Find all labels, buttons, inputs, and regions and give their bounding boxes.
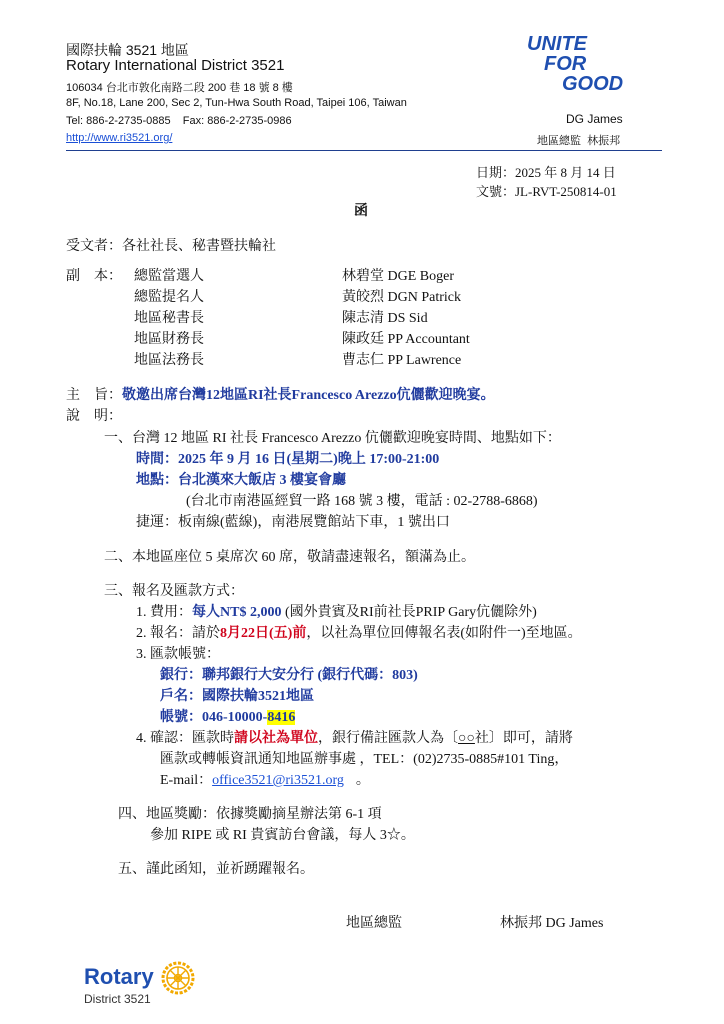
- subject-text: 敬邀出席台灣12地區RI社長Francesco Arezzo伉儷歡迎晚宴。: [122, 388, 495, 403]
- cc-title: 地區財務長: [134, 332, 204, 347]
- subject-label: 主 旨：: [66, 388, 122, 403]
- address-zh: 106034 台北市敦化南路二段 200 巷 18 號 8 樓: [66, 82, 293, 94]
- confirm-emphasis: 請以社為單位: [234, 731, 318, 746]
- fee-label: 1. 費用：: [136, 605, 192, 620]
- tel-fax: Tel: 886-2-2735-0885 Fax: 886-2-2735-0986: [66, 115, 292, 127]
- recipients-line: [66, 235, 276, 255]
- cc-title: 總監提名人: [134, 290, 204, 305]
- governor-en: DG James: [566, 112, 623, 126]
- item5: 五、謹此函知，並祈踴躍報名。: [118, 862, 314, 877]
- event-place: 地點：台北漢來大飯店 3 樓宴會廳: [136, 473, 346, 488]
- club-placeholder: ○○: [458, 731, 475, 746]
- item2: 二、本地區座位 5 桌席次 60 席，敬請盡速報名，額滿為止。: [104, 550, 475, 565]
- signature-title: 地區總監: [346, 916, 402, 931]
- registration-deadline: 8月22日(五)前: [220, 626, 307, 641]
- item4-line1: 四、地區獎勵：依據獎勵摘星辦法第 6-1 項: [118, 807, 382, 822]
- rotary-wordmark: Rotary: [84, 964, 154, 989]
- event-address: (台北市南港區經貿一路 168 號 3 樓，電話 : 02-2788-6868): [186, 494, 538, 509]
- item1-intro: 一、台灣 12 地區 RI 社長 Francesco Arezzo 伉儷歡迎晚宴時間、地點如下：: [104, 431, 561, 446]
- confirm-line-2: 匯款或轉帳資訊通知地區辦事處 ，TEL：(02)2735-0885#101 Ting，: [160, 752, 569, 767]
- email-end: 。: [355, 773, 370, 788]
- subject-line: [66, 384, 495, 404]
- slogan-for: FOR: [544, 53, 587, 75]
- recipients-value: 各社社長、秘書暨扶輪社: [122, 239, 276, 254]
- doc-type: 函: [354, 204, 368, 219]
- cc-name: 陳政廷 PP Accountant: [342, 332, 470, 347]
- cc-label: 副 本：: [66, 269, 122, 284]
- event-time: 時間：2025 年 9 月 16 日(星期二)晚上 17:00-21:00: [136, 452, 440, 467]
- cc-name: 黃皎烈 DGN Patrick: [342, 290, 461, 305]
- fee-amount: 每人NT$ 2,000: [192, 605, 282, 620]
- fee-note: (國外貴賓及RI前社長PRIP Gary伉儷除外): [281, 605, 537, 620]
- explain-label: 說 明：: [66, 409, 122, 424]
- registration-line: [136, 622, 582, 642]
- confirm-text: ，銀行備註匯款人為〔: [318, 731, 458, 746]
- slogan-unite: UNITE: [527, 33, 587, 55]
- event-mrt: 捷運：板南線(藍線)，南港展覽館站下車，1 號出口: [136, 515, 450, 530]
- item4-line2: 參加 RIPE 或 RI 貴賓訪台會議，每人 3☆。: [150, 828, 415, 843]
- email-link[interactable]: office3521@ri3521.org: [212, 773, 344, 788]
- fee-line: [136, 601, 537, 621]
- account-number: [160, 706, 295, 726]
- email-label: E-mail：: [160, 773, 213, 788]
- slogan-good: GOOD: [562, 73, 624, 95]
- governor-zh: 地區總監 林振邦: [537, 135, 621, 147]
- bank-name: 銀行：聯邦銀行大安分行 (銀行代碼：803): [160, 668, 418, 683]
- confirm-line-1: [136, 727, 573, 747]
- registration-note: ，以社為單位回傳報名表(如附件一)至地區。: [306, 626, 582, 641]
- doc-number: 文號：JL-RVT-250814-01: [476, 184, 617, 199]
- cc-name: 林碧堂 DGE Boger: [342, 269, 454, 284]
- cc-title: 總監當選人: [134, 269, 204, 284]
- doc-date: 日期：2025 年 8 月 14 日: [476, 165, 616, 180]
- item3-intro: 三、報名及匯款方式：: [104, 584, 244, 599]
- cc-title: 地區秘書長: [134, 311, 204, 326]
- email-line: [160, 769, 370, 789]
- account-number-prefix: 帳號：046-10000-: [160, 710, 268, 725]
- account-number-highlight: 8416: [267, 710, 296, 725]
- registration-label: 2. 報名：請於: [136, 626, 220, 641]
- account-name: 戶名：國際扶輪3521地區: [160, 689, 314, 704]
- account-label: 3. 匯款帳號：: [136, 647, 220, 662]
- header-divider: [66, 150, 662, 151]
- website-link[interactable]: http://www.ri3521.org/: [66, 132, 173, 144]
- signature-name: 林振邦 DG James: [500, 916, 604, 931]
- cc-name: 曹志仁 PP Lawrence: [342, 353, 462, 368]
- rotary-wheel-icon: [160, 960, 196, 996]
- address-en: 8F, No.18, Lane 200, Sec 2, Tun-Hwa South Road, Taipei 106, Taiwan: [66, 97, 407, 109]
- confirm-text-end: 社〕即可，請將: [474, 731, 573, 746]
- cc-title: 地區法務長: [134, 353, 204, 368]
- confirm-label: 4. 確認：匯款時: [136, 731, 234, 746]
- org-name-en: Rotary International District 3521: [66, 57, 285, 74]
- org-name-zh: 國際扶輪 3521 地區: [66, 42, 189, 58]
- footer-district: District 3521: [84, 992, 151, 1006]
- cc-name: 陳志清 DS Sid: [342, 311, 428, 326]
- recipients-label: 受文者：: [66, 239, 122, 254]
